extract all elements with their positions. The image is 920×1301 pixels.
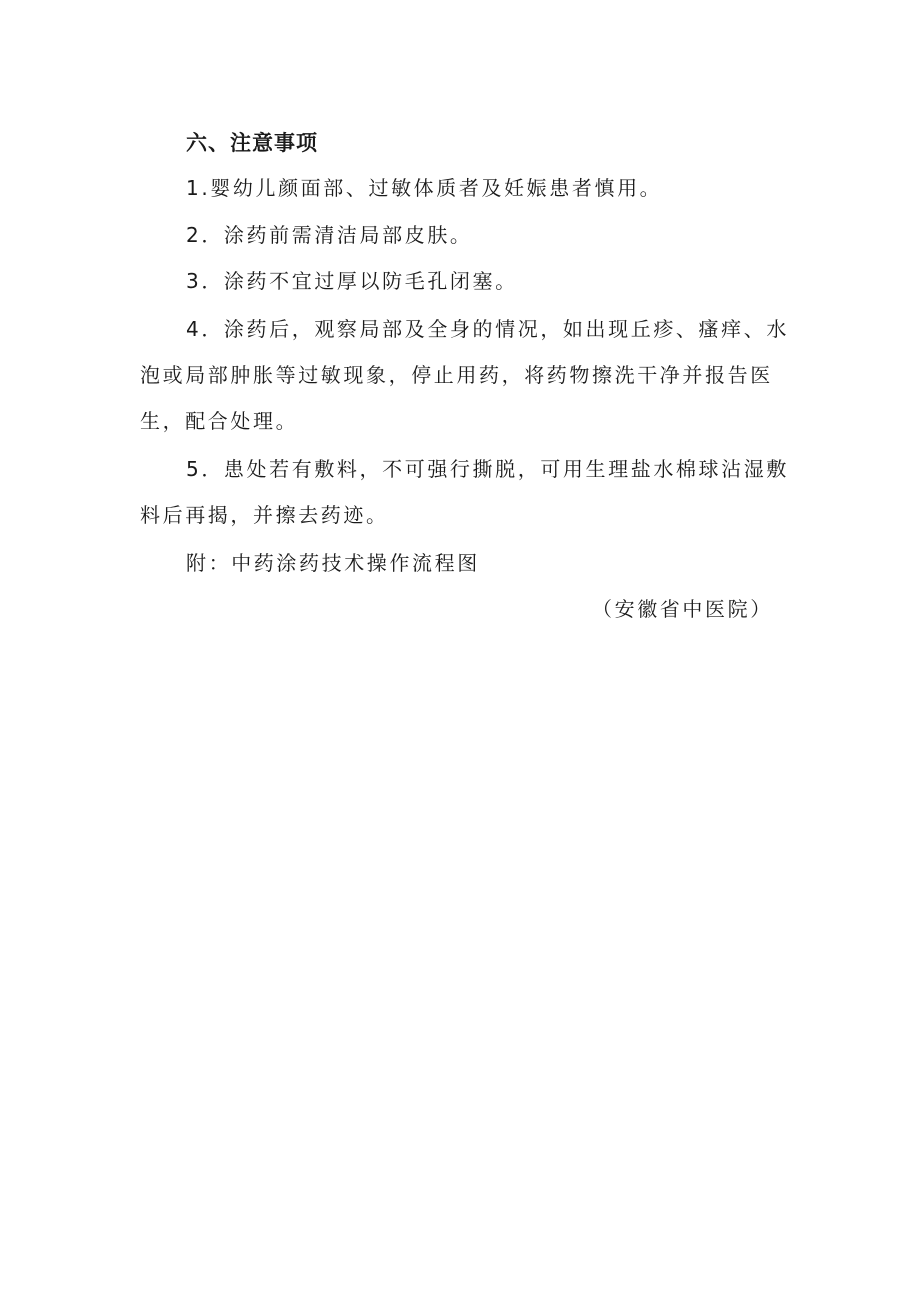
precaution-item-5-line-1: 5．患处若有敷料，不可强行撕脱，可用生理盐水棉球沾湿敷 (186, 457, 789, 481)
precaution-item-1: 1.婴幼儿颜面部、过敏体质者及妊娠患者慎用。 (186, 176, 663, 200)
precaution-item-5-line-2: 料后再揭，并擦去药迹。 (140, 503, 389, 527)
precaution-item-3: 3．涂药不宜过厚以防毛孔闭塞。 (186, 269, 518, 293)
precaution-item-2: 2．涂药前需清洁局部皮肤。 (186, 223, 473, 247)
precaution-item-4-line-1: 4．涂药后，观察局部及全身的情况，如出现丘疹、瘙痒、水 (186, 317, 789, 341)
precaution-item-4-line-3: 生，配合处理。 (140, 409, 299, 433)
precaution-item-4-line-2: 泡或局部肿胀等过敏现象，停止用药，将药物擦洗干净并报告医 (140, 363, 773, 387)
section-heading: 六、注意事项 (186, 131, 318, 155)
source-attribution: （安徽省中医院） (592, 597, 773, 621)
attachment-note: 附：中药涂药技术操作流程图 (186, 551, 480, 575)
